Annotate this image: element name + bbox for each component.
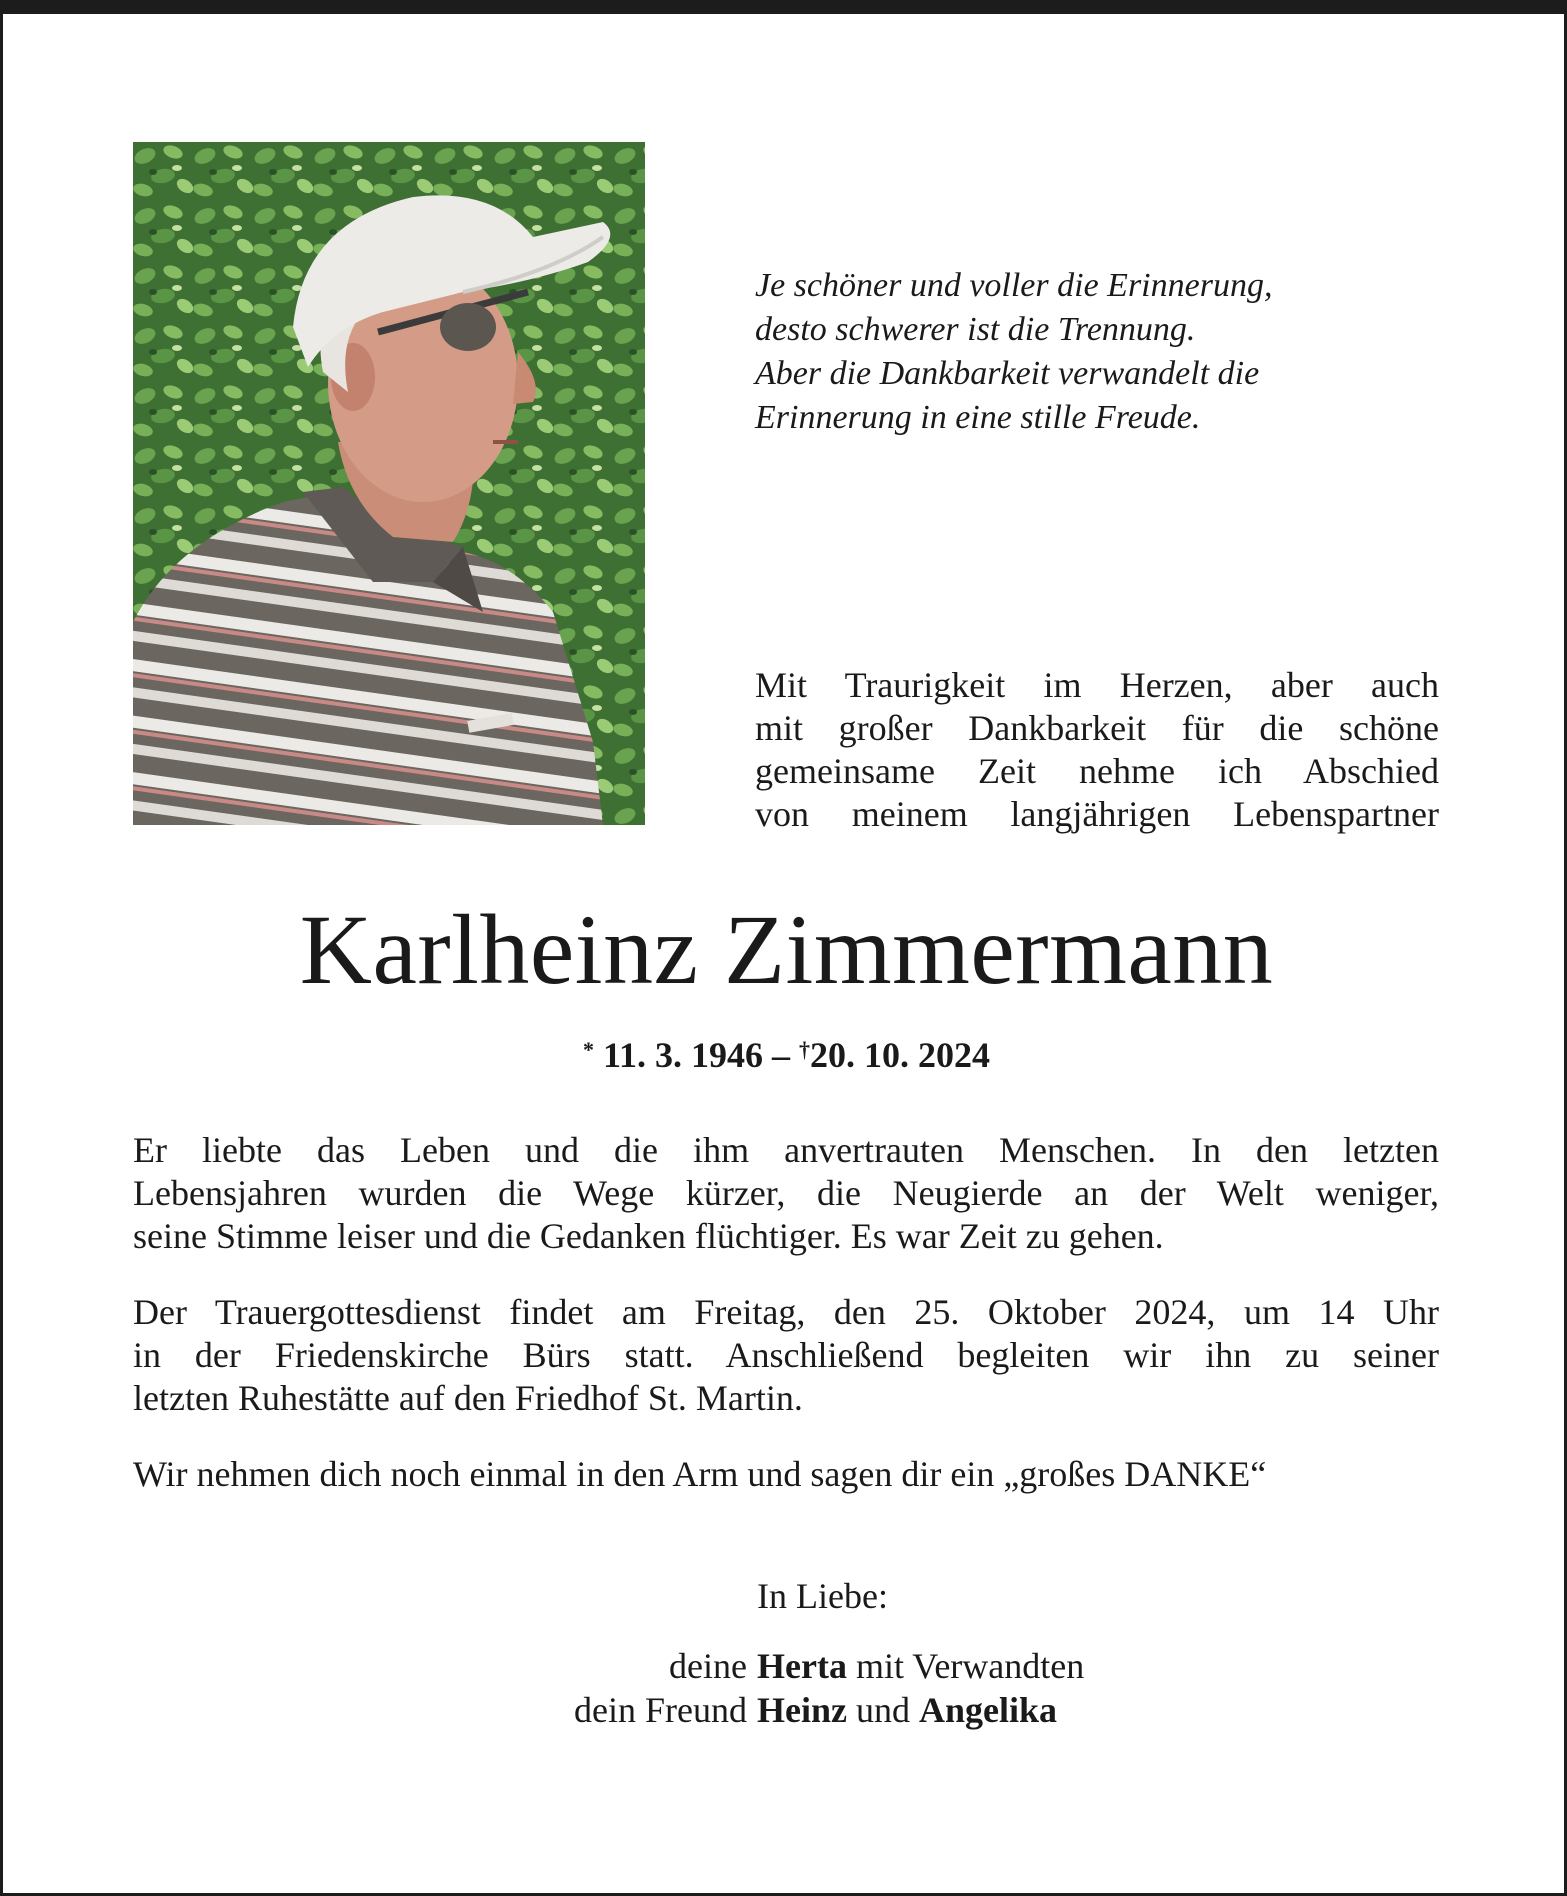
signature-conjunction: und [855, 1690, 910, 1730]
life-dates [3, 1028, 1567, 1077]
intro-line: gemeinsame Zeit nehme ich Abschied [755, 751, 1439, 791]
paragraph-thanks [133, 1453, 1439, 1496]
body-line: Er liebte das Leben und die ihm anvertrauten Menschen. In den letzten [133, 1130, 1439, 1170]
paragraph-service [133, 1291, 1439, 1420]
death-symbol: † [799, 1037, 810, 1062]
portrait-photo [133, 142, 645, 825]
body-line: Der Trauergottesdienst findet am Freitag, den 25. Oktober 2024, um 14 Uhr [133, 1292, 1439, 1332]
intro-text [755, 664, 1439, 836]
death-date: 20. 10. 2024 [810, 1035, 990, 1075]
deceased-name: Karlheinz Zimmermann [299, 894, 1274, 1005]
obituary-body [133, 1129, 1439, 1529]
memorial-quote [755, 264, 1475, 440]
intro-line: Mit Traurigkeit im Herzen, aber auch [755, 665, 1439, 705]
date-separator: – [772, 1035, 790, 1075]
quote-line: Erinnerung in eine stille Freude. [755, 399, 1201, 436]
closing-heading: In Liebe: [757, 1576, 888, 1616]
paragraph-life [133, 1129, 1439, 1258]
intro-line: von meinem langjährigen Lebenspartner [755, 794, 1439, 834]
birth-date: 11. 3. 1946 [602, 1035, 763, 1075]
quote-line: Je schöner und voller die Erinnerung, [755, 267, 1273, 304]
intro-line: mit großer Dankbarkeit für die schöne [755, 708, 1439, 748]
signatory-name: Angelika [918, 1690, 1058, 1730]
signature-line [757, 1644, 1084, 1688]
body-line: Wir nehmen dich noch einmal in den Arm und sagen dir ein „großes DANKE“ [133, 1454, 1267, 1494]
signature-prefix: deine [669, 1646, 747, 1686]
quote-line: desto schwerer ist die Trennung. [755, 311, 1196, 348]
birth-symbol: * [582, 1037, 594, 1062]
body-line: letzten Ruhestätte auf den Friedhof St. Martin. [133, 1378, 803, 1418]
portrait-illustration [133, 142, 645, 825]
signatory-name: Heinz [757, 1690, 847, 1730]
body-line: Lebensjahren wurden die Wege kürzer, die Neugierde an der Welt weniger, [133, 1173, 1439, 1213]
body-line: in der Friedenskirche Bürs statt. Anschließend begleiten wir ihn zu seiner [133, 1335, 1439, 1375]
signature-line [757, 1688, 1057, 1732]
signature-suffix: mit Verwandten [855, 1646, 1085, 1686]
signatory-name: Herta [757, 1646, 847, 1686]
signature-prefix: dein Freund [574, 1690, 747, 1730]
body-line: seine Stimme leiser und die Gedanken flüchtiger. Es war Zeit zu gehen. [133, 1216, 1164, 1256]
quote-line: Aber die Dankbarkeit verwandelt die [755, 355, 1260, 392]
